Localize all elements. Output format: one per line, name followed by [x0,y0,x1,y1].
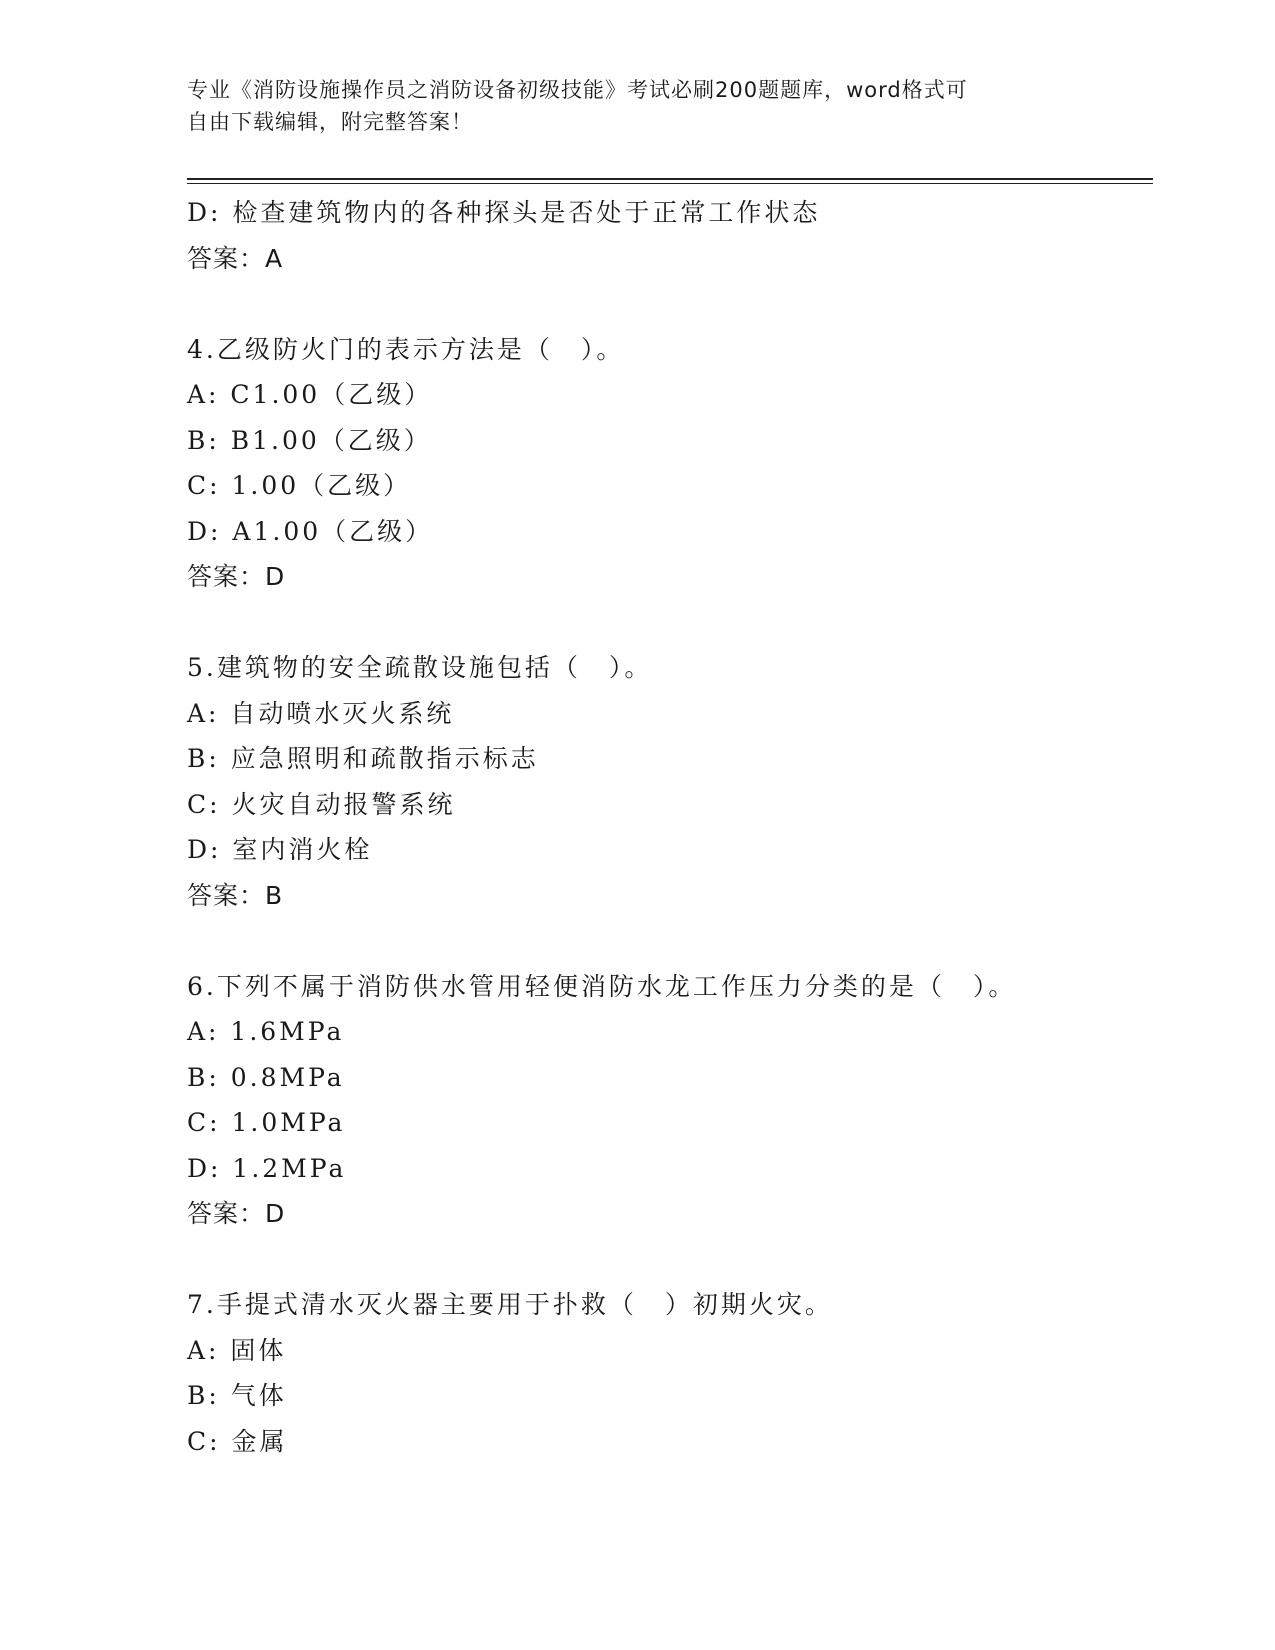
question-5 [187,645,1153,918]
answer: 答案：D [187,1199,286,1228]
option-d: D: 检查建筑物内的各种探头是否处于正常工作状态 [187,198,821,227]
header-divider-thin [187,183,1153,184]
answer: 答案：B [187,880,284,910]
question-4 [187,327,1153,600]
header-divider-thick [187,178,1153,180]
option-b: B: 气体 [187,1381,287,1410]
question-stem: 4.乙级防火门的表示方法是（ ）。 [187,334,625,364]
question-list [187,190,1153,1464]
option-c: C: 金属 [187,1426,288,1456]
question-stem: 5.建筑物的安全疏散设施包括（ ）。 [187,653,653,682]
spacer [187,600,1153,646]
option-b: B: 0.8MPa [187,1062,345,1092]
option-b: B: 应急照明和疏散指示标志 [187,744,539,773]
document-header [187,74,1087,138]
option-b: B: B1.00（乙级） [187,425,432,455]
option-c: C: 1.0MPa [187,1108,346,1137]
question-6 [187,964,1153,1237]
option-c: C: 1.00（乙级） [187,471,412,500]
answer: 答案：A [187,243,284,273]
answer: 答案：D [187,562,286,591]
header-line-1: 专业《消防设施操作员之消防设备初级技能》考试必刷200题题库，word格式可 [187,78,968,102]
option-a: A: 固体 [187,1335,287,1365]
header-line-2: 自由下载编辑，附完整答案！ [187,110,473,134]
question-stem: 7.手提式清水灭火器主要用于扑救（ ）初期火灾。 [187,1290,833,1319]
option-a: A: 1.6MPa [187,1017,345,1046]
spacer [187,918,1153,964]
question-stem: 6.下列不属于消防供水管用轻便消防水龙工作压力分类的是（ ）。 [187,971,1017,1001]
question-7 [187,1282,1153,1464]
option-d: D: 1.2MPa [187,1153,347,1183]
spacer [187,281,1153,327]
option-a: A: C1.00（乙级） [187,380,433,409]
option-d: D: A1.00（乙级） [187,516,434,546]
option-c: C: 火灾自动报警系统 [187,789,456,819]
option-a: A: 自动喷水灭火系统 [187,698,455,728]
option-d: D: 室内消火栓 [187,835,373,864]
spacer [187,1237,1153,1283]
